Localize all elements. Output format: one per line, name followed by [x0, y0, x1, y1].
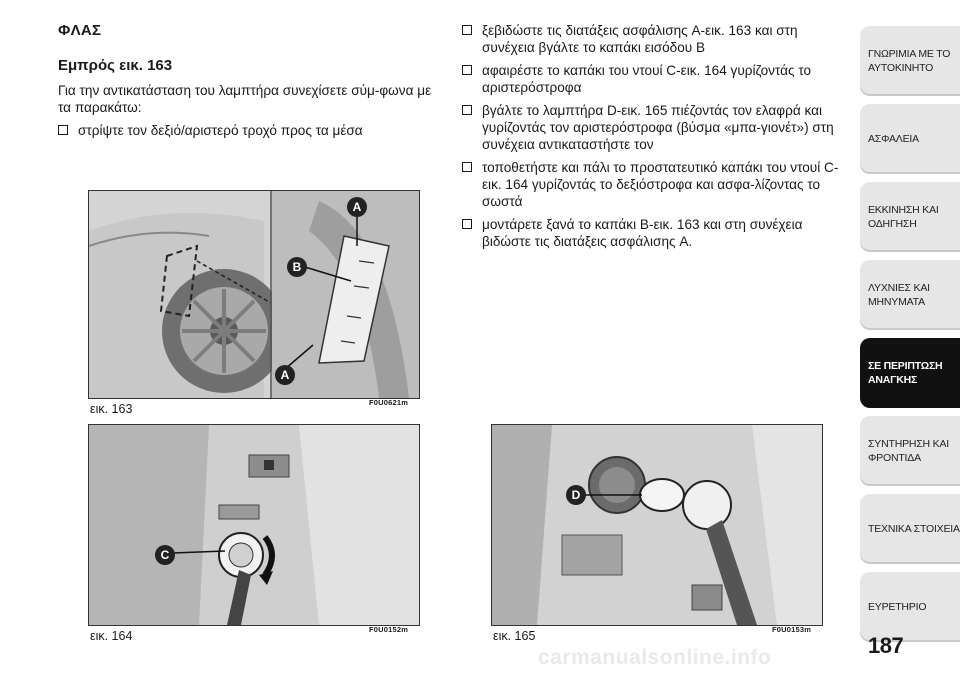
figure-163-illustration — [89, 191, 419, 398]
checkbox-bullet-icon — [462, 65, 472, 75]
bullet-item — [58, 122, 436, 139]
checkbox-bullet-icon — [462, 105, 472, 115]
figure-163-caption: εικ. 163 — [90, 402, 133, 416]
tab-safety[interactable] — [860, 104, 960, 174]
bullet-text: τοποθετήστε και πάλι το προστατευτικό καπάκι του ντουί C-εικ. 164 γυρίζοντάς το δεξιόστροφα και ασφα-λίζοντας το σωστά — [482, 160, 839, 209]
bullet-text: ξεβιδώστε τις διατάξεις ασφάλισης A-εικ. 163 και στη συνέχεια βγάλτε το καπάκι εισόδου B — [482, 23, 798, 55]
figure-164 — [88, 424, 420, 626]
bullet-text: βγάλτε το λαμπτήρα D-εικ. 165 πιέζοντάς τον ελαφρά και γυρίζοντάς τον αριστερόστροφα (βύσμα «μπα-γιονέτ») στη συνέχεια αντικαταστήστε τον — [482, 103, 834, 152]
figure-164-code: F0U0152m — [369, 625, 409, 634]
callout-c: C — [155, 545, 175, 565]
callout-b: B — [287, 257, 307, 277]
tab-label: ΑΥΤΟΚΙΝΗΤΟ — [868, 62, 934, 74]
figure-163 — [88, 190, 420, 399]
tab-label: ΑΝΑΓΚΗΣ — [868, 374, 918, 386]
watermark: carmanualsonline.info — [538, 646, 772, 669]
bullet-item — [462, 102, 854, 153]
right-column — [462, 22, 854, 256]
bullet-item — [462, 62, 854, 96]
section-title: ΦΛΑΣ — [58, 22, 102, 39]
figure-165-illustration — [492, 425, 822, 625]
tab-label: ΤΕΧΝΙΚΑ ΣΤΟΙΧΕΙΑ — [868, 523, 960, 535]
tab-label: ΛΥΧΝΙΕΣ ΚΑΙ — [868, 282, 930, 294]
tab-label: ΜΗΝΥΜΑΤΑ — [868, 296, 925, 308]
callout-d: D — [566, 485, 586, 505]
tab-knowing-car[interactable] — [860, 26, 960, 96]
bullet-text: αφαιρέστε το καπάκι του ντουί C-εικ. 164 γυρίζοντάς το αριστερόστροφα — [482, 63, 812, 95]
callout-a-bottom: A — [275, 365, 295, 385]
tab-label: ΦΡΟΝΤΙΔΑ — [868, 452, 921, 464]
tab-index[interactable] — [860, 572, 960, 642]
page-number: 187 — [868, 633, 904, 658]
tab-label: ΟΔΗΓΗΣΗ — [868, 218, 917, 230]
checkbox-bullet-icon — [462, 219, 472, 229]
tab-label: ΣΕ ΠΕΡΙΠΤΩΣΗ — [868, 360, 943, 372]
bullet-item — [462, 22, 854, 56]
bullet-text: στρίψτε τον δεξιό/αριστερό τροχό προς τα μέσα — [78, 123, 363, 138]
figure-165 — [491, 424, 823, 626]
intro-paragraph: Για την αντικατάσταση του λαμπτήρα συνεχίσετε σύμ-φωνα με τα παρακάτω: — [58, 83, 432, 115]
tab-emergency[interactable] — [860, 338, 960, 408]
tab-warning-lights[interactable] — [860, 260, 960, 330]
checkbox-bullet-icon — [462, 162, 472, 172]
tab-label: ΕΚΚΙΝΗΣΗ ΚΑΙ — [868, 204, 939, 216]
figure-165-code: F0U0153m — [772, 625, 812, 634]
tab-label: ΑΣΦΑΛΕΙΑ — [868, 133, 919, 145]
checkbox-bullet-icon — [462, 25, 472, 35]
bullet-text: μοντάρετε ξανά το καπάκι B-εικ. 163 και στη συνέχεια βιδώστε τις διατάξεις ασφάλισης A. — [482, 217, 803, 249]
left-column — [58, 22, 436, 145]
bullet-item — [462, 159, 854, 210]
tab-starting-driving[interactable] — [860, 182, 960, 252]
chapter-tabs — [860, 26, 960, 650]
tab-label: ΕΥΡΕΤΗΡΙΟ — [868, 601, 927, 613]
figure-164-caption: εικ. 164 — [90, 629, 133, 643]
subsection-title: Εμπρός εικ. 163 — [58, 57, 173, 74]
callout-a-top: A — [347, 197, 367, 217]
tab-label: ΓΝΩΡΙΜΙΑ ΜΕ ΤΟ — [868, 48, 951, 60]
tab-label: ΣΥΝΤΗΡΗΣΗ ΚΑΙ — [868, 438, 949, 450]
figure-165-caption: εικ. 165 — [493, 629, 536, 643]
figure-163-code: F0U0621m — [369, 398, 409, 407]
bullet-item — [462, 216, 854, 250]
tab-maintenance[interactable] — [860, 416, 960, 486]
figure-164-illustration — [89, 425, 419, 625]
tab-technical-specs[interactable] — [860, 494, 960, 564]
checkbox-bullet-icon — [58, 125, 68, 135]
